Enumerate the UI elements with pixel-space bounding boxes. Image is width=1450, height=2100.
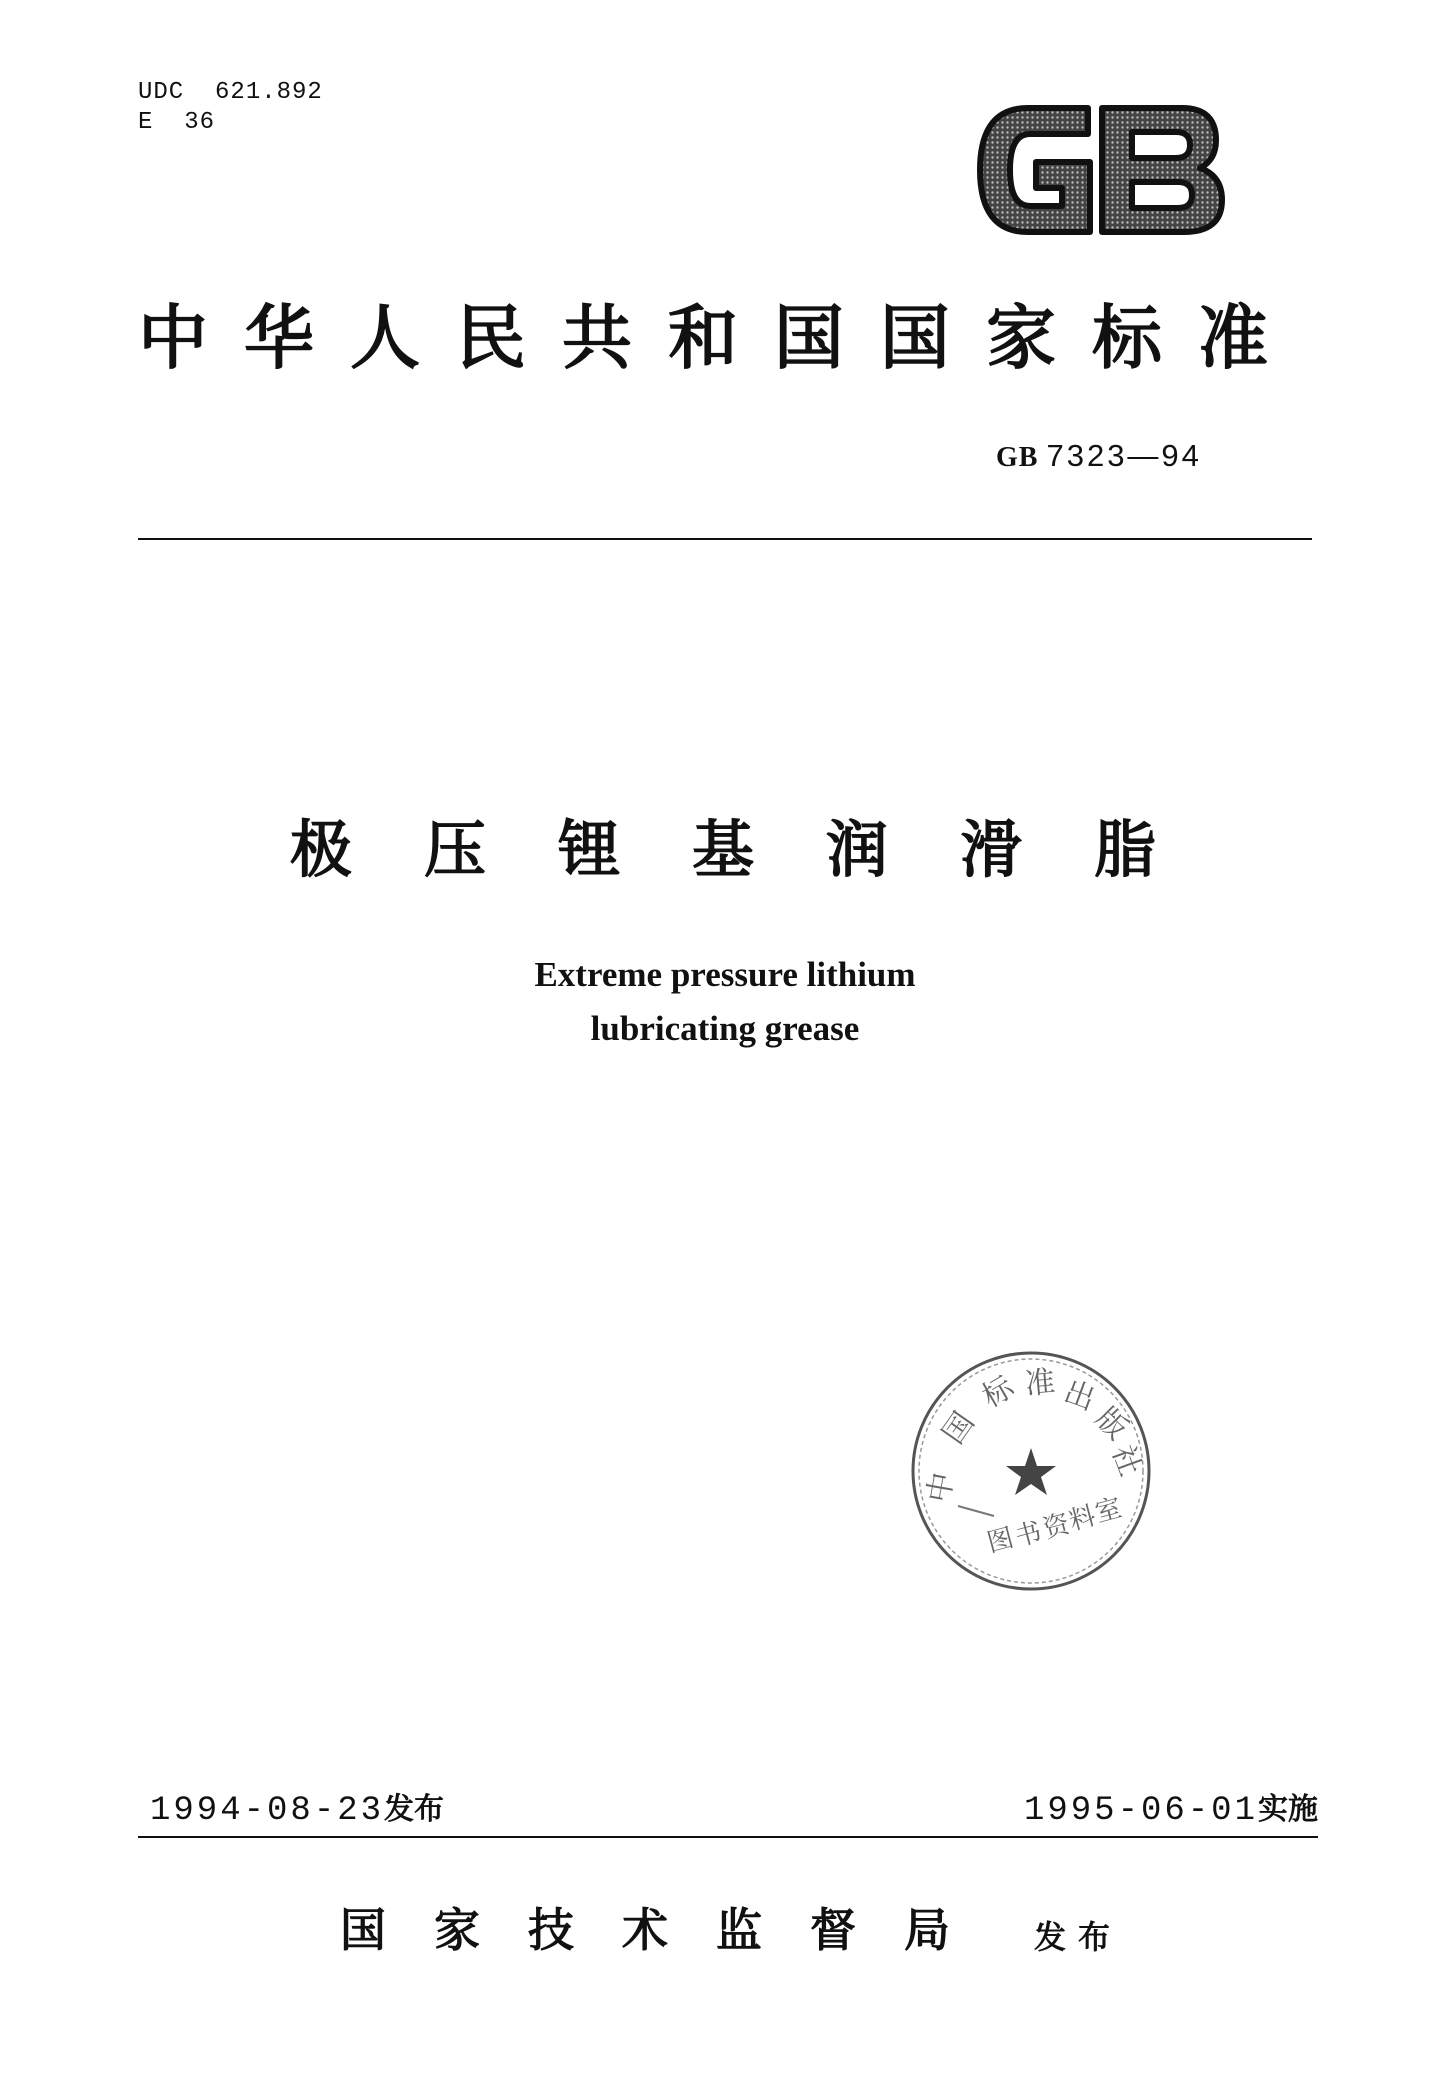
issuing-authority: 国家技术监督局 xyxy=(340,1903,998,1957)
issue-date-value: 1994-08-23 xyxy=(150,1792,385,1830)
svg-text:资: 资 xyxy=(1040,1509,1073,1545)
effective-date-value: 1995-06-01 xyxy=(1023,1792,1258,1830)
bottom-divider xyxy=(138,1836,1318,1838)
svg-text:书: 书 xyxy=(1012,1517,1045,1553)
issuing-authority-suffix: 发布 xyxy=(1034,1918,1123,1956)
udc-code: UDC 621.892 xyxy=(138,79,323,106)
svg-text:出: 出 xyxy=(1059,1374,1100,1418)
svg-text:版: 版 xyxy=(1088,1400,1135,1447)
svg-text:料: 料 xyxy=(1066,1501,1099,1537)
svg-text:图: 图 xyxy=(984,1523,1017,1559)
gb-logo-icon xyxy=(970,100,1230,240)
star-icon xyxy=(1006,1448,1056,1495)
svg-text:国: 国 xyxy=(935,1405,982,1451)
issue-date xyxy=(150,1784,444,1830)
standard-prefix: GB xyxy=(996,442,1039,473)
dates-row xyxy=(150,1784,1318,1830)
svg-text:中: 中 xyxy=(921,1469,962,1506)
svg-text:社: 社 xyxy=(1104,1440,1148,1481)
effective-date xyxy=(1024,1784,1318,1830)
standard-number xyxy=(996,438,1202,474)
top-divider xyxy=(138,538,1312,540)
effective-date-suffix: 实施 xyxy=(1258,1792,1318,1827)
svg-text:室: 室 xyxy=(1092,1493,1125,1529)
english-document-title xyxy=(0,948,1450,1056)
library-stamp xyxy=(906,1346,1156,1596)
classification-code: E 36 xyxy=(138,109,216,136)
svg-text:标: 标 xyxy=(976,1369,1020,1415)
standard-code: 7323—94 xyxy=(1046,438,1202,473)
national-standard-title: 中华人民共和国国家标准 xyxy=(138,297,1304,379)
english-title-line-1: Extreme pressure lithium xyxy=(534,955,916,994)
udc-block xyxy=(138,78,323,138)
english-title-line-2: lubricating grease xyxy=(590,1009,860,1048)
svg-text:准: 准 xyxy=(1023,1364,1057,1402)
chinese-document-title: 极压锂基润滑脂 xyxy=(290,813,1229,886)
issue-date-suffix: 发布 xyxy=(384,1792,445,1827)
